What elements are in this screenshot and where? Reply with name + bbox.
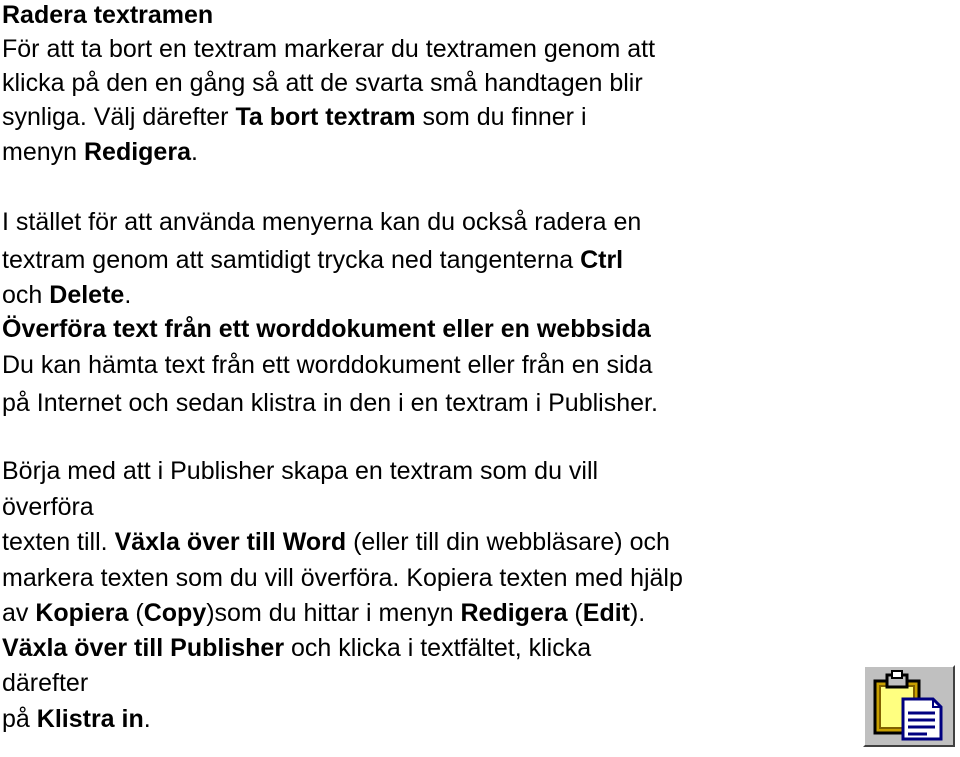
heading-overfora-text: Överföra text från ett worddokument eller en webbsida [2,315,651,343]
paragraph-line: synliga. Välj därefter Ta bort textram som du finner i [2,103,587,131]
menu-command-ta-bort-textram: Ta bort textram [235,103,416,131]
clipboard-paste-icon [865,667,953,745]
paragraph-line: I stället för att använda menyerna kan du också radera en [2,208,642,236]
heading-radera-textramen: Radera textramen [2,1,214,29]
menu-name-redigera: Redigera [460,599,568,627]
menu-command-copy: Copy [143,599,207,627]
paragraph-line: av Kopiera (Copy)som du hittar i menyn Redigera (Edit). [2,599,646,627]
paragraph-line: och Delete. [2,281,132,309]
menu-command-klistra-in: Klistra in [36,705,144,733]
paragraph-line: textram genom att samtidigt trycka ned tangenterna Ctrl [2,246,624,274]
key-delete: Delete [49,281,125,309]
paragraph-line: menyn Redigera. [2,138,198,166]
paragraph-line: markera texten som du vill överföra. Kopiera texten med hjälp [2,564,683,592]
paragraph-line: För att ta bort en textram markerar du textramen genom att [2,35,656,63]
paragraph-line: på Internet och sedan klistra in den i en textram i Publisher. [2,389,658,417]
menu-name-edit: Edit [582,599,630,627]
paragraph-line: på Klistra in. [2,705,151,733]
menu-command-kopiera: Kopiera [35,599,129,627]
paragraph-line: Växla över till Publisher och klicka i textfältet, klicka [2,634,592,662]
instruction-switch-to-word: Växla över till Word [114,528,347,556]
paragraph-line: texten till. Växla över till Word (eller till din webbläsare) och [2,528,670,556]
instruction-switch-to-publisher: Växla över till Publisher [2,634,285,662]
paragraph-line: Du kan hämta text från ett worddokument eller från en sida [2,351,653,379]
menu-name-redigera: Redigera [83,138,191,166]
paragraph-line: Börja med att i Publisher skapa en textram som du vill [2,457,599,485]
key-ctrl: Ctrl [580,246,624,274]
paragraph-line: därefter [2,669,89,697]
paragraph-line: klicka på den en gång så att de svarta små handtagen blir [2,69,643,97]
paste-button[interactable] [863,665,955,747]
paragraph-line: överföra [2,493,94,521]
